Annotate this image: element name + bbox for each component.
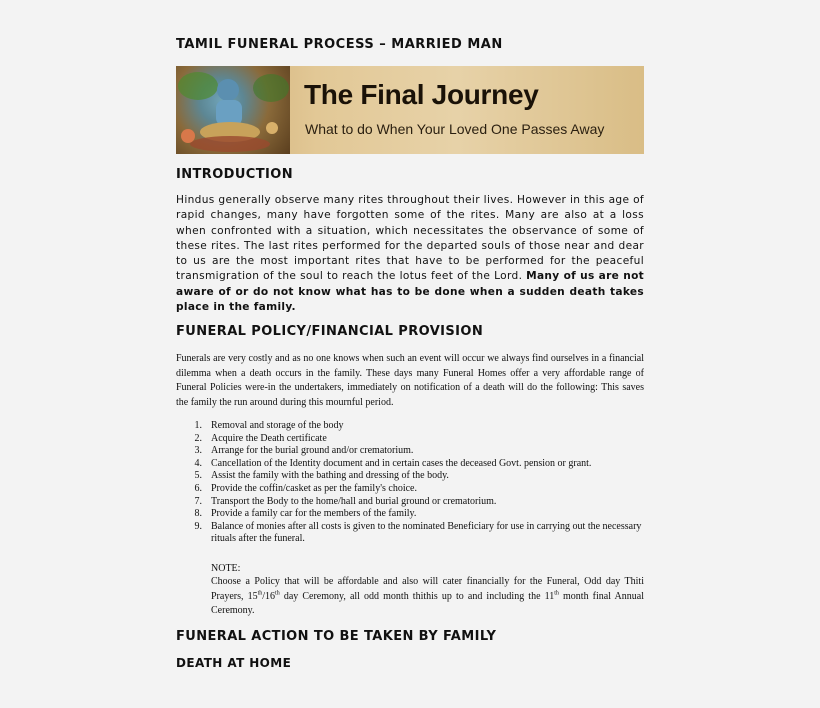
list-item-text: Balance of monies after all costs is given to the nominated Beneficiary for use in carrying out the necessary rituals after the funeral. bbox=[211, 520, 642, 545]
document-title: TAMIL FUNERAL PROCESS – MARRIED MAN bbox=[176, 37, 503, 52]
list-item-number: 1. bbox=[194, 420, 202, 431]
policy-list-item bbox=[176, 483, 644, 496]
policy-list-item bbox=[176, 433, 644, 446]
deity-illustration bbox=[176, 66, 290, 154]
note-superscript: th bbox=[554, 590, 559, 597]
note-text-part: month final Annual Ceremony. bbox=[211, 590, 644, 616]
death-at-home-heading: DEATH AT HOME bbox=[176, 656, 292, 670]
note-superscript: th bbox=[275, 590, 280, 597]
note-text-part: day Ceremony, all odd month thithis up to and including the 11 bbox=[279, 590, 555, 602]
introduction-body: Hindus generally observe many rites throughout their lives. However in this age of rapid changes, many have forgotten some of the rites. Many are also at a loss when confronted with a situation, which necessitates the observance of some of these rites. The last rites performed for the departed souls of those near and dear to us are the most important rites that have to be performed for the peaceful transmigration of the soul to reach the lotus feet of the Lord. bbox=[176, 194, 644, 283]
note-label: NOTE: bbox=[211, 563, 241, 574]
list-item-number: 2. bbox=[194, 432, 202, 444]
introduction-paragraph bbox=[176, 193, 644, 315]
policy-list-item bbox=[176, 458, 644, 471]
list-item-number: 7. bbox=[194, 495, 202, 507]
list-item-number: 3. bbox=[194, 445, 202, 457]
introduction-bold-text: Many of us are not aware of or do not know what has to be done when a sudden death takes place in the family. bbox=[176, 270, 645, 314]
policy-list-item bbox=[176, 496, 644, 509]
policy-heading: FUNERAL POLICY/FINANCIAL PROVISION bbox=[176, 324, 484, 339]
list-item-number: 8. bbox=[194, 508, 202, 520]
list-item-text: Transport the Body to the home/hall and burial ground or crematorium. bbox=[211, 495, 497, 507]
policy-list-item bbox=[176, 508, 644, 521]
policy-list-item bbox=[176, 420, 644, 433]
list-item-text: Arrange for the burial ground and/or crematorium. bbox=[211, 445, 414, 457]
policy-list-item bbox=[176, 470, 644, 483]
note-text bbox=[211, 575, 644, 619]
list-item-text: Provide a family car for the members of the family. bbox=[211, 508, 417, 520]
banner-title: The Final Journey bbox=[304, 79, 539, 110]
policy-paragraph: Funerals are very costly and as no one knows when such an event will occur we always find ourselves in a financial dilemma when a death occurs in the family. These days many Funeral Homes offer a very affordable range of Funeral Policies were-in the undertakers, immediately on notification of a death will do the following: This saves the family the run around during this mournful period. bbox=[176, 353, 644, 408]
list-item-text: Acquire the Death certificate bbox=[211, 432, 327, 444]
list-item-text: Provide the coffin/casket as per the family's choice. bbox=[211, 482, 417, 494]
introduction-heading: INTRODUCTION bbox=[176, 167, 293, 182]
note-text-part: /16 bbox=[262, 590, 276, 602]
banner-image bbox=[176, 66, 644, 154]
action-heading: FUNERAL ACTION TO BE TAKEN BY FAMILY bbox=[176, 629, 497, 644]
policy-list-item bbox=[176, 445, 644, 458]
policy-list-item bbox=[176, 521, 644, 546]
note-text-part: Choose a Policy that will be affordable and also will cater financially for the Funeral, Odd day Thiti Prayers, 15 bbox=[211, 576, 644, 602]
policy-list bbox=[176, 420, 644, 546]
banner-subtitle: What to do When Your Loved One Passes Away bbox=[305, 121, 605, 137]
list-item-text: Assist the family with the bathing and dressing of the body. bbox=[211, 470, 449, 482]
list-item-number: 4. bbox=[194, 457, 202, 469]
note-superscript: th bbox=[257, 590, 263, 597]
list-item-number: 9. bbox=[194, 520, 202, 532]
list-item-text: Cancellation of the Identity document and in certain cases the deceased Govt. pension or grant. bbox=[211, 457, 592, 469]
list-item-number: 6. bbox=[194, 482, 202, 494]
list-item-number: 5. bbox=[194, 470, 202, 482]
list-item-text: Removal and storage of the body bbox=[211, 420, 344, 431]
